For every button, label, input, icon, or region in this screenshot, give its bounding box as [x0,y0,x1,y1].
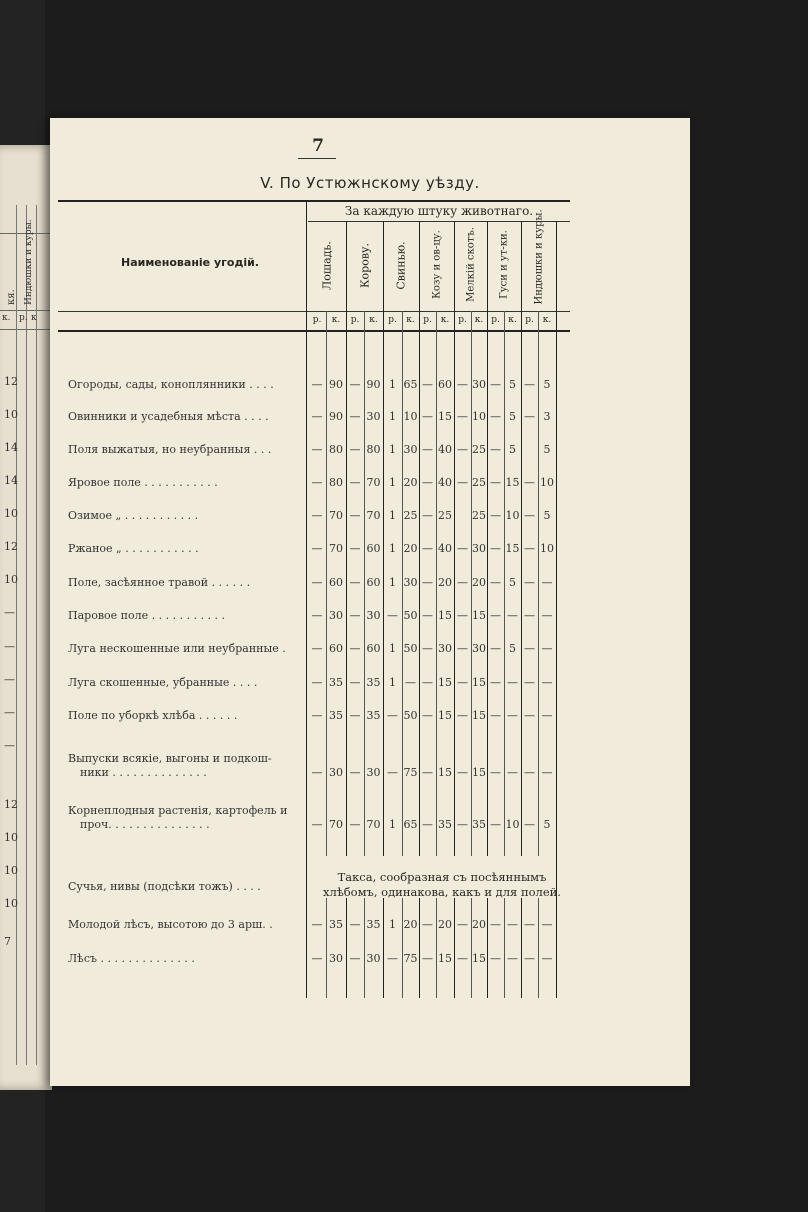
table-cell: — [349,542,361,555]
table-cell: 20 [472,576,486,589]
group-header-rule [308,221,570,222]
table-cell: — [422,410,433,423]
table-cell: 25 [472,443,486,456]
row-name: Озимое „ . . . . . . . . . . . [68,509,199,522]
table-cell: 1 [389,676,396,689]
table-cell: — [311,576,323,589]
table-cell: 5 [509,576,516,589]
table-cell: 50 [403,642,418,655]
row-name: Ржаное „ . . . . . . . . . . . [68,542,199,555]
table-cell: — [541,676,553,689]
table-cell: — [422,509,433,522]
table-cell: 25 [438,509,452,522]
table-cell: — [311,410,323,423]
table-cell: — [422,642,433,655]
table-cell: — [311,378,323,391]
left-page-value: 10 [4,408,18,421]
row-name-continuation: ники . . . . . . . . . . . . . . [80,766,207,779]
table-cell: 35 [366,918,381,931]
table-cell: — [490,709,501,722]
sub-column-divider [538,898,539,998]
table-cell: 30 [403,576,418,589]
table-cell: — [490,676,501,689]
table-cell: — [311,818,323,831]
unit-label: р. [458,315,467,325]
sub-column-divider [504,898,505,998]
table-cell: — [349,576,361,589]
table-cell: 35 [366,709,381,722]
table-cell: — [524,476,535,489]
name-column-header: Наименованіе угодій. [120,256,259,269]
table-cell: — [524,509,535,522]
unit-label: к. [331,315,341,325]
table-cell: 70 [329,818,343,831]
table-cell: 5 [509,410,516,423]
unit-label: р. [388,315,397,325]
table-cell: — [311,609,323,622]
table-cell: — [507,609,518,622]
left-page-value: 10 [4,507,18,520]
row-name: Огороды, сады, коноплянники . . . . [68,378,274,391]
table-cell: — [457,766,468,779]
left-header-fragment: кя. [6,289,17,305]
table-cell: 5 [543,818,551,831]
table-cell: 1 [389,542,396,555]
table-cell: 60 [329,576,343,589]
units-top-rule [58,311,570,312]
table-cell: 15 [438,410,452,423]
table-cell: 1 [389,642,396,655]
table-cell: 15 [505,476,520,489]
table-cell: — [349,476,361,489]
table-cell: — [490,952,501,965]
sub-column-divider [364,898,365,998]
table-cell: 70 [366,818,381,831]
table-cell: — [524,378,535,391]
table-cell: 30 [403,443,418,456]
column-header-3: Свинью. [394,241,408,290]
left-unit-fragment: к [31,313,37,323]
table-cell: 3 [543,410,551,423]
column-header-7: Индюшки и куры. [533,209,544,305]
page-number: 7 [312,136,324,156]
table-cell: 1 [389,378,396,391]
left-page-value: 14 [4,474,18,487]
table-cell: — [490,576,501,589]
table-cell: — [349,443,361,456]
table-cell: 40 [438,542,452,555]
table-cell: — [490,509,501,522]
row-name: Овинники и усадебныя мѣста . . . . [68,410,269,423]
table-cell: — [541,642,553,655]
table-cell: — [349,609,361,622]
left-page-value: 10 [4,573,18,586]
table-cell: 40 [438,443,452,456]
table-cell: — [457,410,468,423]
table-cell: — [457,542,468,555]
table-cell: 20 [438,918,452,931]
table-cell: 20 [403,476,418,489]
table-cell: 60 [366,642,381,655]
table-cell: — [507,952,518,965]
left-page-value: 14 [4,441,18,454]
table-cell: — [507,918,518,931]
table-cell: 35 [472,818,486,831]
table-cell: 20 [403,918,418,931]
table-cell: 5 [509,642,516,655]
column-header-6: Гуси и ут-ки. [498,230,510,299]
table-cell: — [422,676,433,689]
table-cell: 60 [438,378,452,391]
unit-label: р. [491,315,500,325]
table-cell: — [349,918,361,931]
table-cell: — [311,476,323,489]
table-cell: — [524,766,535,779]
group-header: За каждую штуку животнаго. [344,204,534,218]
table-cell: — [524,918,535,931]
table-cell: 80 [366,443,381,456]
table-cell: — [349,952,361,965]
table-cell: 75 [403,766,418,779]
unit-label: к. [369,315,378,325]
left-page-value: — [4,739,15,752]
table-cell: — [490,378,501,391]
table-cell: — [349,410,361,423]
left-page-value: — [4,706,15,719]
table-cell: — [490,443,501,456]
table-cell: 35 [329,918,343,931]
table-cell: 30 [329,766,343,779]
left-page-value: 7 [4,935,11,948]
table-cell: — [422,378,433,391]
table-cell: — [541,576,553,589]
document-page [50,118,690,1086]
table-cell: 60 [366,576,381,589]
table-cell: — [457,918,468,931]
left-page-value: 12 [4,798,18,811]
left-page-value: 12 [4,540,18,553]
table-top-rule [58,200,570,202]
column-header-5: Мелкій скотъ. [465,227,476,302]
table-cell: 5 [543,443,551,456]
table-cell: — [422,443,433,456]
table-cell: — [490,476,501,489]
left-header-fragment: Индюшки и куры. [24,219,34,305]
unit-label: р. [525,315,534,325]
table-cell: 75 [403,952,418,965]
table-cell: — [387,766,398,779]
table-cell: — [387,609,398,622]
table-cell: 1 [389,576,396,589]
table-cell: 90 [329,410,343,423]
unit-label: к. [508,315,517,325]
table-cell: 15 [472,709,486,722]
table-cell: — [311,918,323,931]
table-cell: — [490,766,501,779]
table-cell: 70 [366,509,381,522]
table-cell: — [422,476,433,489]
table-cell: — [422,609,433,622]
name-column-divider [306,200,307,998]
table-cell: 80 [329,476,343,489]
table-cell: — [457,378,468,391]
table-cell: — [541,609,553,622]
table-cell: 80 [329,443,343,456]
table-cell: — [311,766,323,779]
table-cell: 40 [438,476,452,489]
table-cell: — [422,818,433,831]
table-cell: — [524,542,535,555]
group-column-divider [521,898,522,998]
table-cell: 30 [472,378,486,391]
table-cell: 15 [438,609,452,622]
table-cell: — [541,952,553,965]
left-page-value: — [4,640,15,653]
table-cell: — [457,576,468,589]
column-header-2: Корову. [358,243,371,288]
table-cell: — [349,766,361,779]
table-cell: — [490,818,501,831]
sub-column-divider [402,898,403,998]
table-cell: 30 [329,609,343,622]
table-cell: — [349,378,361,391]
left-unit-fragment: к. [2,313,11,323]
table-cell: 1 [389,818,396,831]
table-cell: — [349,509,361,522]
table-cell: 70 [329,542,343,555]
table-cell: 1 [389,918,396,931]
table-cell: — [541,709,553,722]
table-cell: 25 [472,509,486,522]
table-cell: 1 [389,410,396,423]
table-cell: — [524,642,535,655]
table-cell: — [387,709,398,722]
table-cell: — [311,642,323,655]
left-page-value: 12 [4,375,18,388]
table-cell: — [524,410,535,423]
table-cell: 15 [438,952,452,965]
table-cell: 65 [403,818,418,831]
unit-label: к. [474,315,484,325]
table-cell: 10 [505,509,520,522]
table-cell: 35 [329,676,343,689]
row-name: Луга скошенные, убранные . . . . [68,676,258,689]
table-cell: 15 [438,709,452,722]
table-cell: 25 [472,476,486,489]
table-cell: 15 [438,766,452,779]
table-cell: 1 [389,509,396,522]
row-name: Паровое поле . . . . . . . . . . . [68,609,226,622]
table-cell: — [524,952,535,965]
table-cell: — [311,443,323,456]
table-cell: — [457,818,468,831]
left-page-value: 10 [4,897,18,910]
table-cell: — [311,952,323,965]
table-cell: 90 [366,378,381,391]
table-cell: 30 [472,642,486,655]
table-cell: — [422,709,433,722]
table-cell: 5 [509,443,516,456]
row-name: Луга нескошенные или неубранные . [68,642,286,655]
table-cell: 35 [438,818,452,831]
group-column-divider [487,898,488,998]
table-cell: — [311,676,323,689]
left-page-value: 10 [4,864,18,877]
table-cell: — [490,542,501,555]
table-cell: — [524,818,535,831]
table-cell: — [457,476,468,489]
group-column-divider [454,898,455,998]
table-cell: 20 [472,918,486,931]
table-cell: — [524,576,535,589]
unit-label: р. [423,315,432,325]
left-unit-fragment: р. [19,313,28,323]
table-cell: — [507,709,518,722]
row-name: Поля выжатыя, но неубранныя . . . [68,443,272,456]
group-column-divider [383,898,384,998]
left-page-fragment [0,145,52,1090]
table-cell: 15 [438,676,452,689]
unit-label: к. [440,315,450,325]
row-name-continuation: проч. . . . . . . . . . . . . . . [80,818,210,831]
table-cell: 35 [366,676,381,689]
table-cell: — [405,676,416,689]
table-cell: — [524,609,535,622]
table-cell: — [349,709,361,722]
table-cell: 50 [403,609,418,622]
unit-label: к. [406,315,415,325]
sub-column-divider [326,898,327,998]
table-cell: 10 [505,818,520,831]
table-cell: — [541,766,553,779]
table-cell: 30 [366,609,381,622]
group-column-divider [346,898,347,998]
table-cell: — [422,766,433,779]
table-cell: 15 [505,542,520,555]
table-cell: — [490,918,501,931]
left-page-value: 10 [4,831,18,844]
table-cell: 30 [366,410,381,423]
table-cell: — [524,676,535,689]
row-name: Поле по уборкѣ хлѣба . . . . . . [68,709,238,722]
table-cell: — [349,676,361,689]
table-cell: 1 [389,443,396,456]
table-cell: 30 [472,542,486,555]
row-name: Молодой лѣсъ, высотою до 3 арш. . [68,918,273,931]
table-cell: 30 [438,642,452,655]
table-cell: — [490,410,501,423]
table-cell: — [507,766,518,779]
data-table [50,118,690,1086]
page-title: V. По Устюжнскому уѣзду. [260,174,480,192]
table-cell: 25 [403,509,418,522]
table-cell: 60 [329,642,343,655]
unit-label: к. [542,315,552,325]
row-name: Яровое поле . . . . . . . . . . . [68,476,218,489]
table-cell: — [349,642,361,655]
table-cell: 10 [540,476,554,489]
table-cell: — [524,709,535,722]
table-cell: 10 [540,542,554,555]
table-cell: 20 [403,542,418,555]
table-cell: 1 [389,476,396,489]
table-cell: — [422,918,433,931]
table-cell: — [457,609,468,622]
row-name: Сучья, нивы (подсѣки тожъ) . . . . [68,880,261,893]
left-page-value: — [4,606,15,619]
unit-label: р. [350,315,360,325]
table-cell: — [311,542,323,555]
row-note: Такса, сообразная съ посѣяннымъ хлѣбомъ, одинакова, какъ и для полей. [323,870,561,899]
table-cell: 50 [403,709,418,722]
header-bottom-rule [58,330,570,332]
left-page-value: — [4,673,15,686]
row-name: Корнеплодныя растенія, картофель и [68,804,288,817]
row-name: Поле, засѣянное травой . . . . . . [68,576,251,589]
column-header-1: Лошадь. [320,241,334,290]
column-header-4: Козу и ов-цу. [431,230,442,299]
table-cell: — [507,676,518,689]
table-cell: 35 [329,709,343,722]
sub-column-divider [471,898,472,998]
table-cell: 15 [472,609,486,622]
table-cell: 5 [543,509,551,522]
table-cell: 65 [403,378,418,391]
unit-label: р. [312,315,322,325]
table-cell: 90 [329,378,343,391]
table-cell: 60 [366,542,381,555]
table-cell: — [457,676,468,689]
table-cell: 20 [438,576,452,589]
table-cell: — [422,952,433,965]
table-cell: 15 [472,676,486,689]
table-cell: — [457,642,468,655]
table-cell: — [311,509,323,522]
table-cell: — [541,918,553,931]
group-column-divider [419,898,420,998]
table-cell: — [457,709,468,722]
table-cell: — [387,952,398,965]
table-cell: — [457,952,468,965]
row-name: Лѣсъ . . . . . . . . . . . . . . [68,952,195,965]
table-cell: 70 [329,509,343,522]
table-cell: — [490,609,501,622]
table-cell: 30 [366,766,381,779]
table-cell: 5 [509,378,516,391]
table-cell: 30 [366,952,381,965]
table-cell: — [422,576,433,589]
table-cell: 70 [366,476,381,489]
table-cell: — [457,443,468,456]
sub-column-divider [436,898,437,998]
table-cell: — [422,542,433,555]
row-name: Выпуски всякіе, выгоны и подкош- [68,752,272,765]
table-cell: 10 [403,410,418,423]
table-cell: 15 [472,766,486,779]
table-cell: 10 [472,410,486,423]
table-cell: 5 [543,378,551,391]
table-cell: 30 [329,952,343,965]
table-cell: 15 [472,952,486,965]
table-cell: — [311,709,323,722]
table-cell: — [490,642,501,655]
table-cell: — [349,818,361,831]
